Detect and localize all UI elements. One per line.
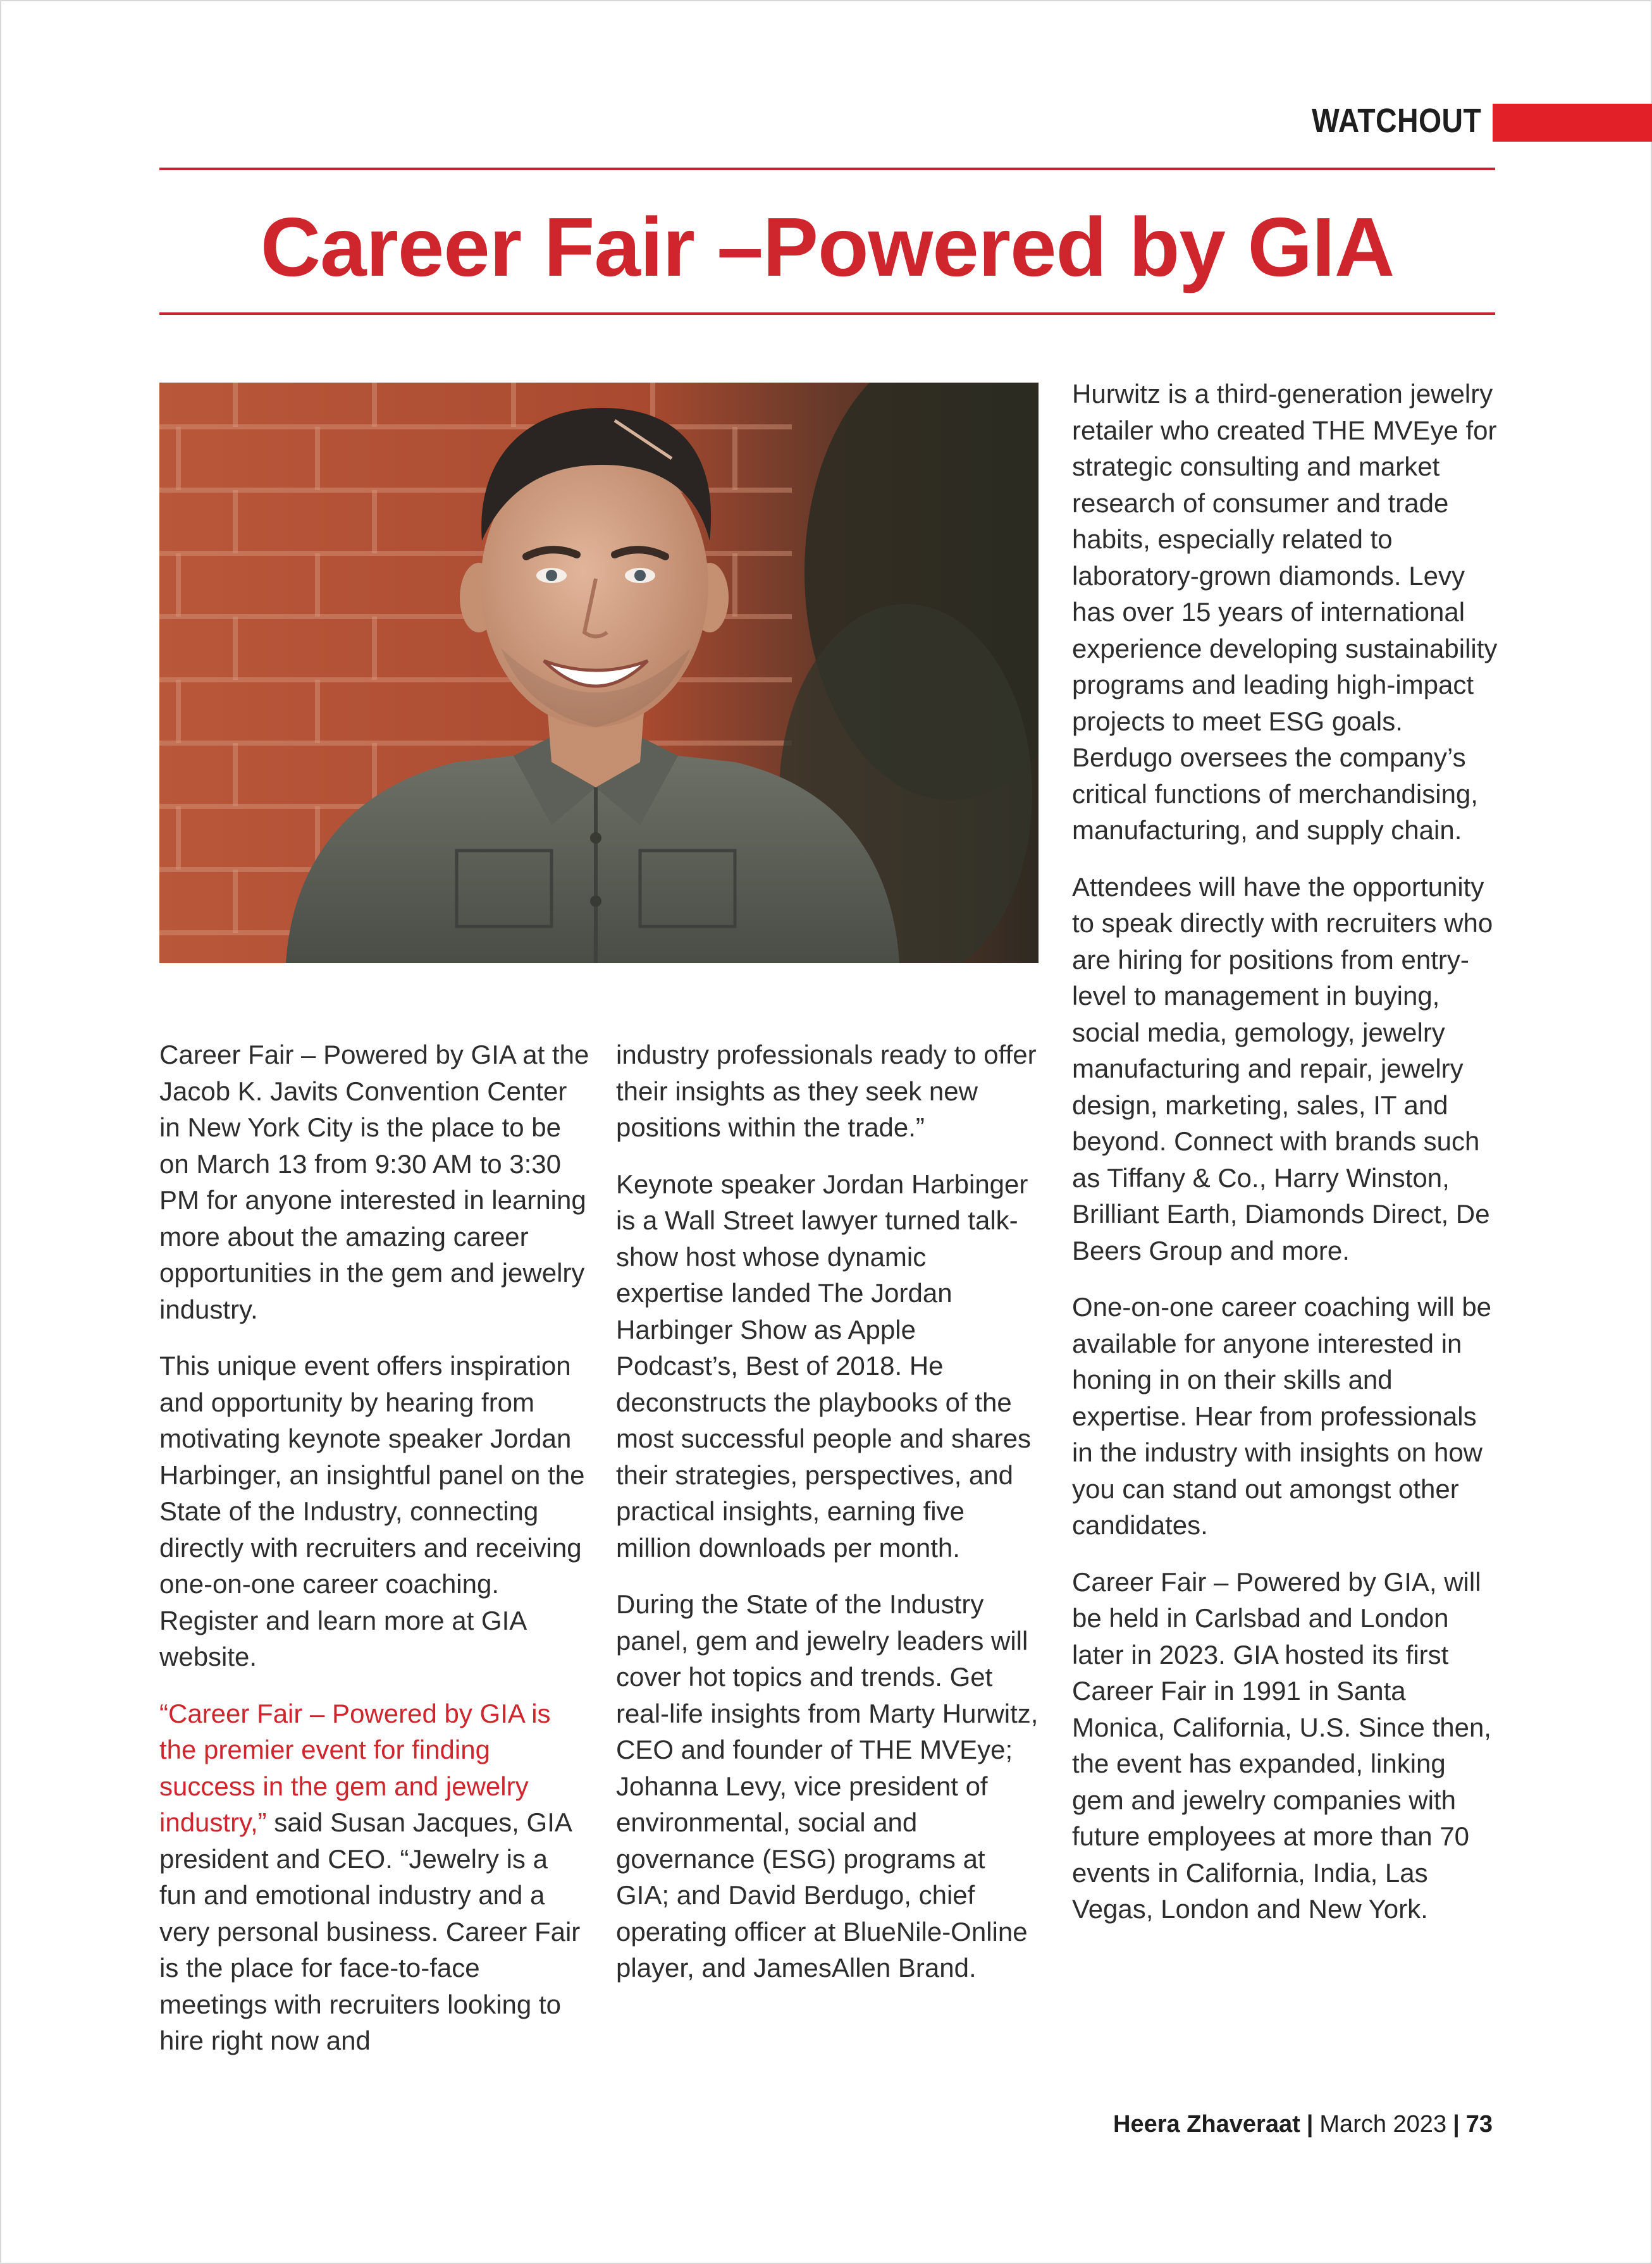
page-footer [950,2111,1493,2138]
pull-quote: “Career Fair – Powered by GIA is the premier event for finding success in the gem and jewelry industry,” [159,1698,551,1837]
footer-separator: | [1306,2111,1314,2138]
paragraph: Career Fair – Powered by GIA at the Jacob K. Javits Convention Center in New York City is the place to be on March 13 from 9:30 AM to 3:30 PM for anyone interested in learning more about the amazing career opportunities in the gem and jewelry industry. [159,1040,589,1324]
quote-attribution: said Susan Jacques, GIA president and CEO. “Jewelry is a fun and emotional industry and a very personal business. Career Fair is the place for face-to-face meetings with recruiters looking to hire right now and [159,1807,581,2055]
portrait-photo [159,383,1039,963]
article-column-3 [1072,376,1502,1948]
paragraph: Attendees will have the opportunity to speak directly with recruiters who are hiring for positions from entry-level to management in buying, social media, gemology, jewelry manufacturing and repair, jewelry design, marketing, sales, IT and beyond. Connect with brands such as Tiffany & Co., Harry Winston, Brilliant Earth, Diamonds Direct, De Beers Group and more. [1072,871,1493,1265]
publication-name: Heera Zhaveraat [1113,2111,1300,2138]
issue-date: March 2023 [1319,2111,1447,2138]
footer-separator: | [1453,2111,1460,2138]
paragraph: Career Fair – Powered by GIA, will be held in Carlsbad and London later in 2023. GIA hosted its first Career Fair in 1991 in Santa Monica, California, U.S. Since then, the event has expanded, linking gem and jewelry companies with future employees at more than 70 events in California, India, Las Vegas, London and New York. [1072,1566,1491,1924]
paragraph: One-on-one career coaching will be available for anyone interested in honing in on their skills and expertise. Hear from professionals in the industry with insights on how you can stand out amongst other candidates. [1072,1292,1492,1540]
section-accent-bar [1493,104,1652,142]
paragraph: During the State of the Industry panel, gem and jewelry leaders will cover hot topics and trends. Get real-life insights from Marty Hurwitz, CEO and founder of THE MVEye; Johanna Levy, vice president of environmental, social and governance (ESG) programs at GIA; and David Berdugo, chief operating officer at BlueNile-Online player, and JamesAllen Brand. [616,1589,1039,1983]
headline: Career Fair –Powered by GIA [260,200,1395,293]
paragraph-with-quote [159,1695,589,2059]
section-label: WATCHOUT [1312,102,1482,140]
paragraph: This unique event offers inspiration and opportunity by hearing from motivating keynote speaker Jordan Harbinger, an insightful panel on the State of the Industry, connecting directly with recruiters and receiving one-on-one career coaching. Register and learn more at GIA website. [159,1351,585,1671]
paragraph: industry professionals ready to offer their insights as they seek new positions within the trade.” [616,1040,1037,1142]
paragraph: Keynote speaker Jordan Harbinger is a Wall Street lawyer turned talk-show host whose dynamic expertise landed The Jordan Harbinger Show as Apple Podcast’s, Best of 2018. He deconstructs the playbooks of the most successful people and shares their strategies, perspectives, and practical insights, earning five million downloads per month. [616,1169,1032,1563]
headline-rule-top [159,168,1495,170]
page-number: 73 [1465,2111,1493,2138]
article-column-1 [159,1037,589,2079]
paragraph: Hurwitz is a third-generation jewelry retailer who created THE MVEye for strategic consulting and market research of consumer and trade habits, especially related to laboratory-grown diamonds. Levy has over 15 years of international experience developing sustainability programs and leading high-impact projects to meet ESG goals. Berdugo oversees the company’s critical functions of merchandising, manufacturing, and supply chain. [1072,379,1498,845]
article-column-2 [616,1037,1040,2007]
headline-rule-bottom [159,312,1495,315]
